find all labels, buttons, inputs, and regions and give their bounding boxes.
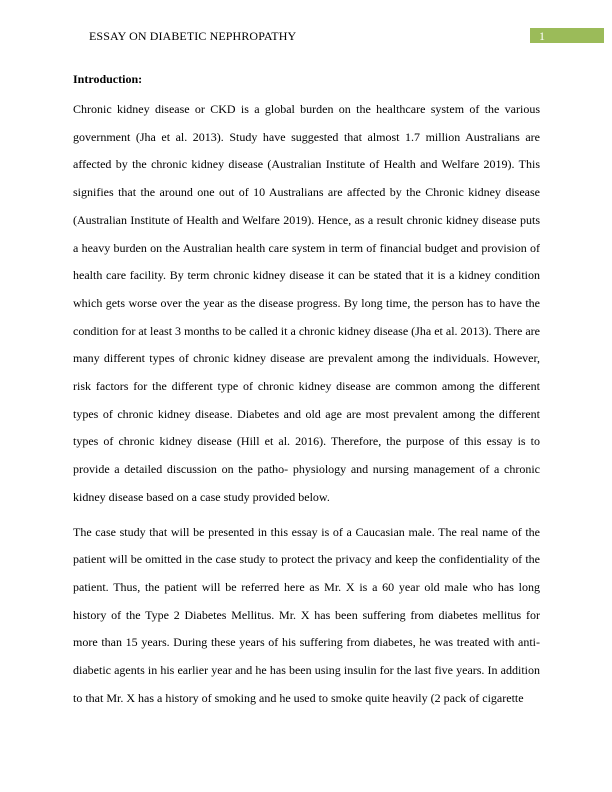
- page-number: 1: [539, 29, 545, 43]
- page-header: [0, 28, 612, 44]
- document-body: [73, 70, 540, 719]
- page-number-box: [530, 28, 604, 43]
- paragraph-intro: Chronic kidney disease or CKD is a global burden on the healthcare system of the various government (Jha et al. 2013). Study have suggested that almost 1.7 million Australians are affected by the chronic kidney disease (Australian Institute of Health and Welfare 2019). This signifies that the around one out of 10 Australians are affected by the Chronic kidney disease (Australian Institute of Health and Welfare 2019). Hence, as a result chronic kidney disease puts a heavy burden on the Australian health care system in term of financial budget and provision of health care facility. By term chronic kidney disease it can be stated that it is a kidney condition which gets worse over the year as the disease progress. By long time, the person has to have the condition for at least 3 months to be called it a chronic kidney disease (Jha et al. 2013). There are many different types of chronic kidney disease are prevalent among the individuals. However, risk factors for the different type of chronic kidney disease are common among the different types of chronic kidney disease. Diabetes and old age are most prevalent among the different types of chronic kidney disease (Hill et al. 2016). Therefore, the purpose of this essay is to provide a detailed discussion on the patho- physiology and nursing management of a chronic kidney disease based on a case study provided below.: [73, 102, 540, 504]
- paragraph-case-study: The case study that will be presented in this essay is of a Caucasian male. The real name of the patient will be omitted in the case study to protect the privacy and keep the confidentiality of the patient. Thus, the patient will be referred here as Mr. X is a 60 year old male who has long history of the Type 2 Diabetes Mellitus. Mr. X has been suffering from diabetes mellitus for more than 15 years. During these years of his suffering from diabetes, he was treated with anti-diabetic agents in his earlier year and he has been using insulin for the last five years. In addition to that Mr. X has a history of smoking and he used to smoke quite heavily (2 pack of cigarette: [73, 524, 540, 705]
- section-heading: Introduction:: [73, 72, 143, 86]
- running-head: ESSAY ON DIABETIC NEPHROPATHY: [89, 29, 297, 43]
